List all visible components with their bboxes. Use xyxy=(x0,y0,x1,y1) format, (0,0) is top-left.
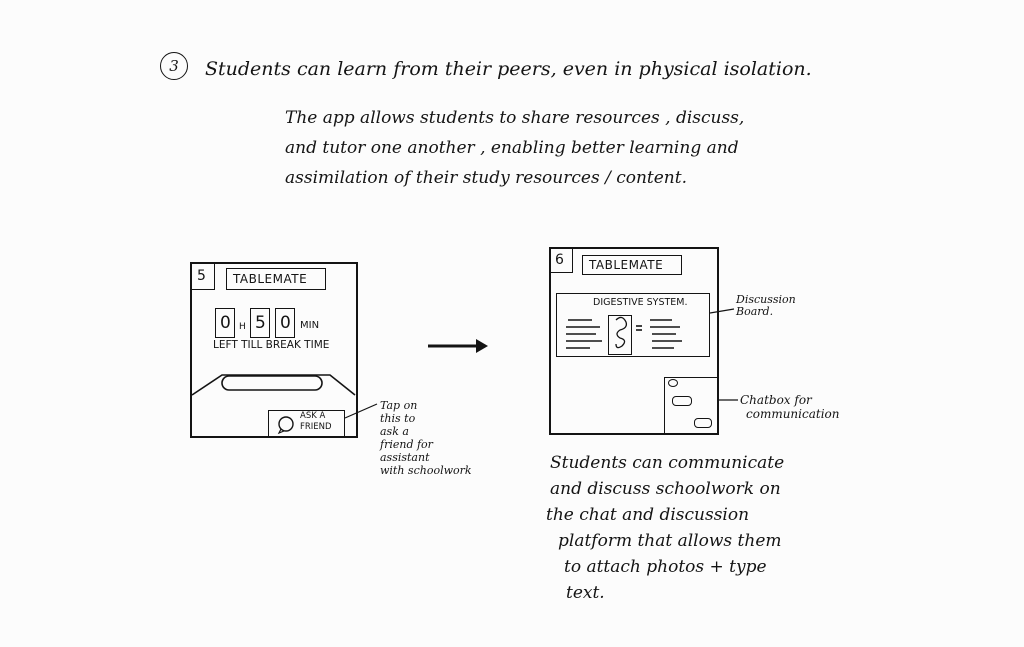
description-line-1: Students can communicate xyxy=(550,453,785,473)
ask-friend-note-1: Tap on xyxy=(380,399,418,412)
page-title: Students can learn from their peers, even in physical isolation. xyxy=(205,58,812,80)
description-line-6: text. xyxy=(566,583,605,603)
ask-friend-note-3: ask a xyxy=(380,425,409,438)
discussion-board-title: DIGESTIVE SYSTEM. xyxy=(593,297,688,308)
intro-line-2: and tutor one another , enabling better learning and xyxy=(285,138,739,158)
screen-5-app-name: TABLEMATE xyxy=(233,272,308,286)
intro-line-1: The app allows students to share resources , discuss, xyxy=(285,108,745,128)
ask-friend-icon xyxy=(279,417,293,431)
ask-friend-note-6: with schoolwork xyxy=(380,464,472,477)
screen-6-number: 6 xyxy=(555,252,564,268)
flow-arrow-head xyxy=(476,339,488,353)
description-line-3: the chat and discussion xyxy=(546,505,750,525)
timer-hours-unit: H xyxy=(239,322,246,332)
timer-minutes-tens: 5 xyxy=(255,313,266,333)
step-number-badge: 3 xyxy=(160,52,188,80)
ask-friend-note-5: assistant xyxy=(380,451,430,464)
ask-friend-note-4: friend for xyxy=(380,438,433,451)
ask-friend-label: ASK A FRIEND xyxy=(300,411,332,432)
description-line-4: platform that allows them xyxy=(558,531,782,551)
timer-minutes-ones: 0 xyxy=(280,313,291,333)
desk-tray xyxy=(222,376,322,390)
ask-friend-pointer xyxy=(345,404,377,418)
description-line-5: to attach photos + type xyxy=(564,557,767,577)
timer-hours: 0 xyxy=(220,313,231,333)
board-label-pointer xyxy=(710,309,734,313)
chatbox-label-1: Chatbox for xyxy=(740,393,812,407)
intro-line-3: assimilation of their study resources / content. xyxy=(285,168,687,188)
chatbox-label-2: communication xyxy=(746,407,840,421)
screen-6-app-name: TABLEMATE xyxy=(589,258,664,272)
ask-friend-note-2: this to xyxy=(380,412,416,425)
discussion-board-label: Discussion Board. xyxy=(736,293,796,318)
screen-5-number: 5 xyxy=(197,268,206,284)
desk-shape xyxy=(192,375,355,395)
description-line-2: and discuss schoolwork on xyxy=(550,479,781,499)
timer-minutes-unit: MIN xyxy=(300,320,320,331)
board-image-drawing xyxy=(616,317,626,347)
timer-caption: LEFT TILL BREAK TIME xyxy=(213,339,330,351)
